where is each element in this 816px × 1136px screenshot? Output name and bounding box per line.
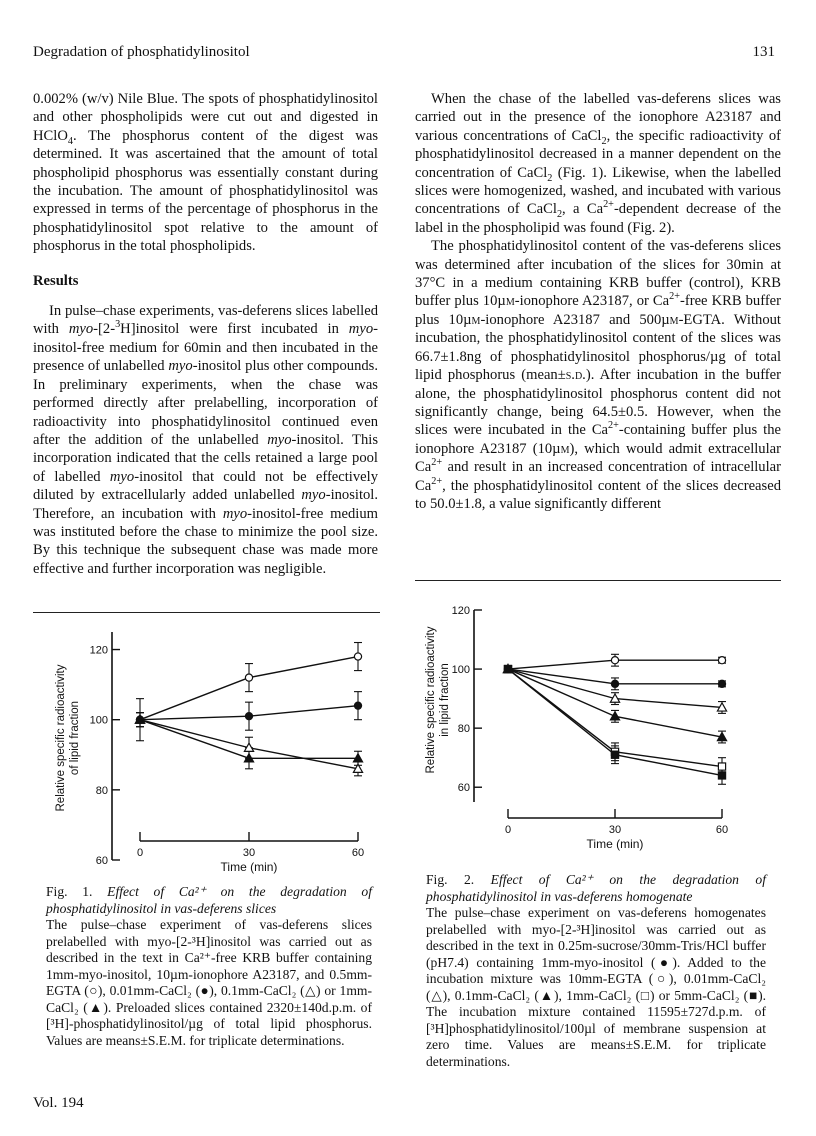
y-axis-label-line-2: in lipid fraction xyxy=(439,663,451,737)
figure-1-title: Effect of Ca²⁺ on the degradation of phosphatidylinositol in vas-deferens slices xyxy=(46,884,372,916)
paragraph-results-1: In pulse–chase experiments, vas-deferens slices labelled with myo-[2-$^3$H]inositol were first incubated in myo-inositol-free medium for 60min and then incubated in the presence of unlabelled myo-inositol plus other compounds. In preliminary experiments, when the chase was performed directly after prelabelling, incorporation of radioactivity into phosphatidylinositol continued even after the addition of the unlabelled myo-inositol. This incorporation indicated that the cells retained a large pool of labelled myo-inositol that could not be effectively diluted by extracellularly added unlabelled myo-inositol. Therefore, an incubation with myo-inositol-free medium was instituted before the chase to minimize the pool size. By this technique the subsequent chase was made more effective and further incorporation was negligible. xyxy=(33,303,378,577)
figure-rule-left xyxy=(33,612,380,613)
y-tick-label: 60 xyxy=(457,782,470,795)
y-tick-label: 80 xyxy=(95,784,108,797)
paragraph-results-2: When the chase of the labelled vas-deferens slices was carried out in the presence of the ionophore A23187 and various concentrations of CaCl$_2$, the specific radioactivity of phosphatidylinositol decreased in a manner dependent on the concentration of CaCl$_2$ (Fig. 1). Likewise, when the labelled slices were homogenized, washed, and incubated with various concentrations of CaCl$_2$, a $Ca^{2+}$-dependent decrease of the label in the phospholipid was found (Fig. 2). xyxy=(415,91,781,236)
y-tick-label: 80 xyxy=(457,723,470,736)
y-tick-label: 100 xyxy=(451,664,470,677)
section-heading-results: Results xyxy=(33,272,79,289)
figure-1-caption-body: The pulse–chase experiment of vas-deferens slices prelabelled with myo-[2-³H]inositol was carried out as described in the text in Ca²⁺-free KRB buffer containing 1mm-myo-inositol, 10µm-ionophore A23187, and 0.5mm-EGTA (○), 0.01mm-CaCl₂ (●), 0.1mm-CaCl₂ (△) or 1mm-CaCl₂ (▲). Preloaded slices contained 2320±140d.p.m. of [³H]-phosphatidylinositol/µg of total lipid phosphorus. Values are means±S.E.M. for triplicate determinations. xyxy=(46,917,372,1048)
y-axis-label: Relative specific radioactivity xyxy=(425,626,437,774)
x-tick-label: 60 xyxy=(715,824,729,836)
x-tick-label: 30 xyxy=(242,847,256,859)
data-point-filled-circle xyxy=(245,713,252,720)
x-axis-label: Time (min) xyxy=(586,837,644,851)
x-tick-label: 0 xyxy=(504,824,512,836)
volume-footer: Vol. 194 xyxy=(33,1095,84,1111)
figure-1-chart xyxy=(30,620,390,880)
y-tick-label: 120 xyxy=(89,644,108,657)
paragraph-results-3: The phosphatidylinositol content of the vas-deferens slices was determined after incubation of the slices for 30min at 37°C in a medium containing KRB buffer (control), KRB buffer plus 10µm-ionophore A23187, or $Ca^{2+}$-free KRB buffer plus 10µm-ionophore A23187 and 500µm-EGTA. Without incubation, the phosphatidylinositol content of the slices was 66.7±1.8ng of phosphatidylinositol phosphorus/µg of total lipid phosphorus (mean±s.d.). After incubation in the buffer alone, the phosphatidylinositol phosphorus content did not significantly change, being 64.5±0.5. However, when the slices were incubated in the $Ca^{2+}$-containing buffer plus the ionophore A23187 (10µm), which would admit extracellular $Ca^{2+}$ and result in an increased concentration of intracellular $Ca^{2+}$, the phosphatidylinositol content of the slices decreased to 50.0±1.8, a value significantly different xyxy=(415,238,782,512)
data-point-open-circle xyxy=(245,674,252,681)
data-point-open-circle xyxy=(354,653,361,660)
y-tick-label: 60 xyxy=(95,855,108,867)
data-point-filled-circle xyxy=(354,702,361,709)
figure-2-title: Effect of Ca²⁺ on the degradation of phosphatidylinositol in vas-deferens homogenate xyxy=(426,872,766,904)
figure-2-chart xyxy=(410,590,780,858)
data-point-open-circle xyxy=(611,657,618,664)
figure-rule-right xyxy=(415,580,781,581)
y-tick-label: 100 xyxy=(89,714,108,727)
data-point-filled-triangle xyxy=(610,712,619,720)
figure-2-caption-body: The pulse–chase experiment on vas-deferens homogenates prelabelled with myo-[2-³H]inositol was carried out as described in the text in 0.25m-sucrose/30mm-Tris/HCl buffer (pH7.4) containing 1mm-myo-inositol (●). Added to the incubation mixture was 10mm-EGTA (○), 0.01mm-CaCl₂ (△), 0.1mm-CaCl₂ (▲), 1mm-CaCl₂ (□) or 5mm-CaCl₂ (■). The incubation mixture contained 11595±727d.p.m. of [³H]phosphatidylinositol/100µl of membrane suspension at zero time. Values are means±S.E.M. for triplicate determinations. xyxy=(426,905,766,1069)
x-axis-label: Time (min) xyxy=(220,860,278,874)
x-tick-label: 0 xyxy=(136,847,144,859)
left-text-column xyxy=(33,90,378,578)
running-title: Degradation of phosphatidylinositol xyxy=(33,44,250,60)
y-tick-label: 120 xyxy=(451,605,470,617)
y-axis-label-line-2: of lipid fraction xyxy=(69,700,81,776)
figure-1-caption xyxy=(46,884,372,1049)
x-tick-label: 60 xyxy=(351,847,365,859)
data-point-open-circle xyxy=(718,657,725,664)
figure-1-number: Fig. 1. xyxy=(46,884,93,899)
paragraph-methods-end: 0.002% (w/v) Nile Blue. The spots of phosphatidylinositol and other phospholipids were cut out and digested in HClO$_4$. The phosphorus content of the digest was determined. It was ascertained that the amount of total phospholipid phosphorus was essentially constant during the incubation. The amount of phosphatidylinositol was expressed in terms of the percentage of phosphorus in the phosphatidylinositol spot relative to the amount of phosphorus in the total phospholipids. xyxy=(33,91,378,255)
figure-2-caption xyxy=(426,872,766,1070)
data-point-filled-square xyxy=(718,772,725,779)
data-point-filled-square xyxy=(504,665,511,672)
x-tick-label: 30 xyxy=(608,824,622,836)
data-point-filled-circle xyxy=(718,680,725,687)
figure-2-number: Fig. 2. xyxy=(426,872,475,887)
right-text-column xyxy=(415,90,781,513)
page-number: 131 xyxy=(752,44,775,60)
data-point-open-square xyxy=(718,763,725,770)
data-point-filled-circle xyxy=(611,680,618,687)
data-point-filled-square xyxy=(611,751,618,758)
y-axis-label: Relative specific radioactivity xyxy=(55,664,67,812)
